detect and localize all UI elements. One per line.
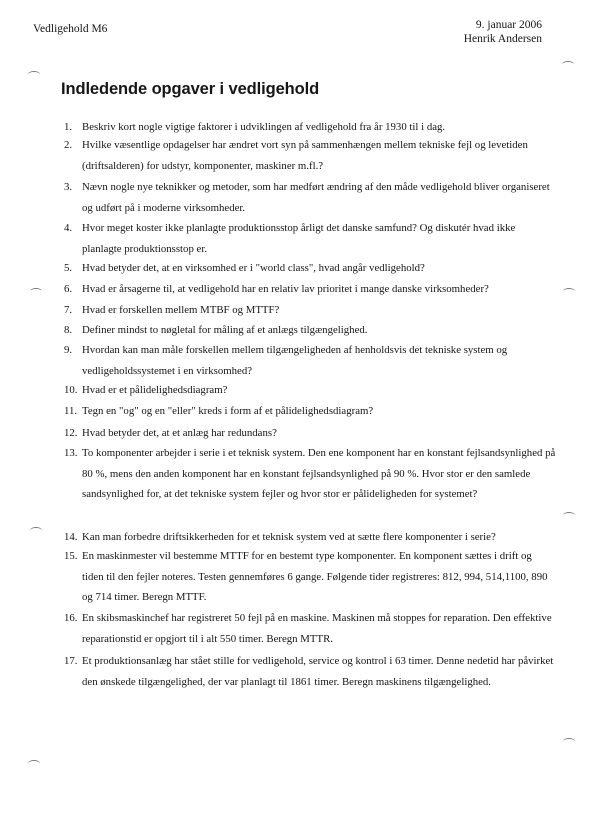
question-number: 11. bbox=[64, 405, 78, 417]
hole-punch-mark bbox=[30, 288, 42, 295]
question-text: Tegn en "og" og en "eller" kreds i form af et pålidelighedsdiagram? bbox=[82, 405, 374, 417]
header-date: 9. januar 2006 bbox=[475, 19, 542, 31]
question-item bbox=[64, 300, 556, 321]
question-number: 7. bbox=[64, 304, 73, 316]
question-number: 5. bbox=[64, 262, 73, 274]
hole-punch-mark bbox=[563, 288, 575, 295]
question-text: Nævn nogle nye teknikker og metoder, som har medført ændring af den måde vedligehold bliver organiseret og udført på i moderne virksomheder. bbox=[82, 181, 550, 214]
question-item bbox=[64, 443, 556, 505]
question-item bbox=[64, 320, 556, 341]
question-number: 17. bbox=[64, 655, 78, 667]
question-number: 15. bbox=[64, 550, 78, 562]
question-text: Hvad betyder det, at en virksomhed er i "world class", hvad angår vedligehold? bbox=[82, 262, 425, 274]
question-item bbox=[64, 546, 556, 608]
question-item bbox=[64, 218, 556, 259]
question-text: En maskinmester vil bestemme MTTF for en bestemt type komponenter. En komponent sættes i drift og tiden til den fejler noteres. Testen gennemføres 6 gange. Følgende tider registreres: 812, 994, 514,1100, 890 og 714 timer. Beregn MTTF. bbox=[82, 550, 548, 603]
question-item bbox=[64, 340, 556, 381]
question-number: 16. bbox=[64, 612, 78, 624]
question-item bbox=[64, 651, 556, 692]
question-number: 4. bbox=[64, 222, 73, 234]
question-text: En skibsmaskinchef har registreret 50 fejl på en maskine. Maskinen må stoppes for reparation. Den effektive reparationstid er opgjort til i alt 550 timer. Beregn MTTR. bbox=[82, 612, 552, 645]
question-text: Hvor meget koster ikke planlagte produktionsstop årligt det danske samfund? Og diskutér hvad ikke planlagte produktionsstop er. bbox=[82, 222, 516, 255]
question-text: Hvad er et pålidelighedsdiagram? bbox=[82, 384, 228, 396]
question-text: Hvad er forskellen mellem MTBF og MTTF? bbox=[82, 304, 280, 316]
question-item bbox=[64, 135, 556, 176]
question-number: 14. bbox=[64, 531, 78, 543]
page-title: Indledende opgaver i vedligehold bbox=[61, 80, 320, 98]
question-text: Beskriv kort nogle vigtige faktorer i udviklingen af vedligehold fra år 1930 til i dag. bbox=[82, 121, 446, 133]
question-number: 1. bbox=[64, 121, 73, 133]
question-text: Et produktionsanlæg har stået stille for vedligehold, service og kontrol i 63 timer. Denne nedetid har påvirket den ønskede tilgængelighed, der var planlagt til 1861 timer. Beregn maskinens tilgængelighed. bbox=[82, 655, 554, 688]
hole-punch-mark bbox=[28, 760, 40, 767]
question-text: To komponenter arbejder i serie i et teknisk system. Den ene komponent har en konstant fejlsandsynlighed på 80 %, mens den anden komponent har en konstant fejlsandsynlighed på 90 %. Hvor stor er den samlede sandsynlighed for, at det tekniske system fejler og hvor stor er pålideligheden for systemet? bbox=[82, 447, 556, 500]
question-item bbox=[64, 401, 556, 422]
question-item bbox=[64, 608, 556, 649]
question-number: 2. bbox=[64, 139, 73, 151]
hole-punch-mark bbox=[562, 61, 574, 68]
question-number: 10. bbox=[64, 384, 78, 396]
header-course: Vedligehold M6 bbox=[33, 23, 108, 35]
hole-punch-mark bbox=[28, 71, 40, 78]
question-number: 6. bbox=[64, 283, 73, 295]
question-number: 12. bbox=[64, 427, 78, 439]
hole-punch-mark bbox=[30, 527, 42, 534]
question-item bbox=[64, 177, 556, 218]
question-text: Hvordan kan man måle forskellen mellem tilgængeligheden af henholdsvis det tekniske system og vedligeholdssystemet i en virksomhed? bbox=[82, 344, 508, 377]
question-item bbox=[64, 423, 556, 444]
question-text: Hvad betyder det, at et anlæg har redundans? bbox=[82, 427, 277, 439]
question-text: Hvilke væsentlige opdagelser har ændret vort syn på sammenhængen mellem tekniske fejl og levetiden (driftsalderen) for udstyr, komponenter, maskiner m.fl.? bbox=[82, 139, 528, 172]
question-number: 8. bbox=[64, 324, 73, 336]
question-text: Kan man forbedre driftsikkerheden for et teknisk system ved at sætte flere komponenter i serie? bbox=[82, 531, 496, 543]
question-item bbox=[64, 380, 556, 401]
question-text: Definer mindst to nøgletal for måling af et anlægs tilgængelighed. bbox=[82, 324, 368, 336]
question-number: 3. bbox=[64, 181, 73, 193]
question-item bbox=[64, 279, 556, 300]
question-number: 9. bbox=[64, 344, 73, 356]
question-number: 13. bbox=[64, 447, 78, 459]
header-author: Henrik Andersen bbox=[463, 33, 542, 45]
hole-punch-mark bbox=[563, 738, 575, 745]
question-item bbox=[64, 527, 556, 548]
hole-punch-mark bbox=[563, 512, 575, 519]
question-text: Hvad er årsagerne til, at vedligehold har en relativ lav prioritet i mange danske virksomheder? bbox=[82, 283, 489, 295]
question-item bbox=[64, 258, 556, 279]
